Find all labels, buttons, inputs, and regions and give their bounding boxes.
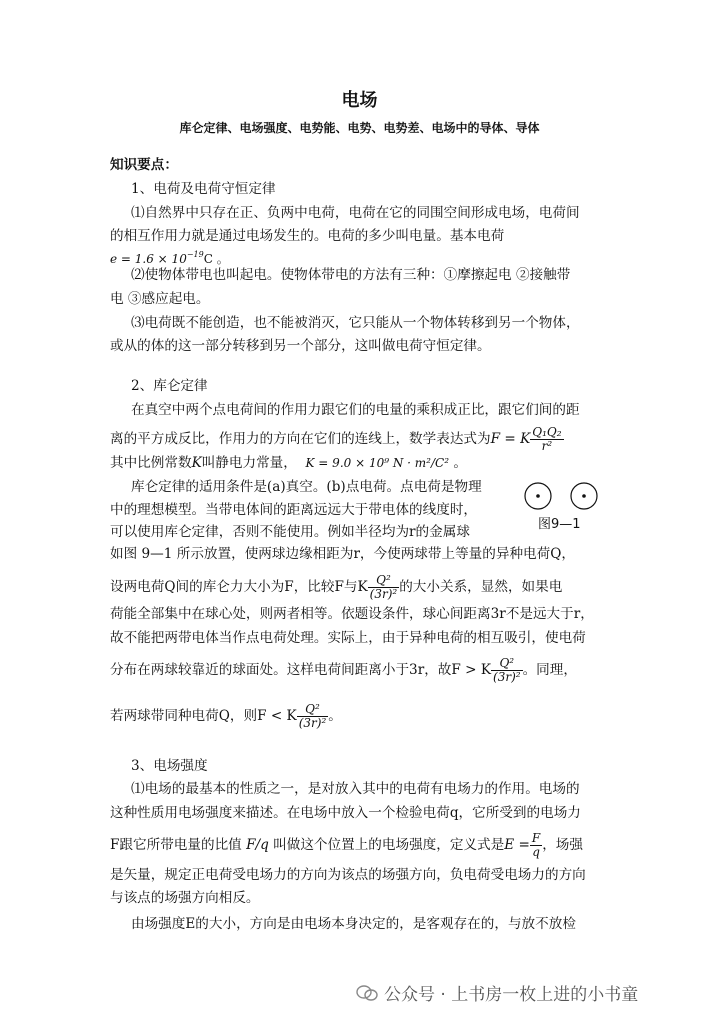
watermark: [356, 980, 638, 1005]
section1-heading: 1、电荷及电荷守恒定律: [131, 181, 276, 197]
section3-heading: 3、电场强度: [131, 758, 208, 774]
section3-line4: 是矢量，规定正电荷受电场力的方向为该点的场强方向，负电荷受电场力的方向: [110, 867, 586, 883]
section1-p3-line1: ⑶电荷既不能创造，也不能被消灭，它只能从一个物体转移到另一个物体，: [131, 315, 580, 331]
coulomb-fraction: $\frac{\text{Q₁Q₂}}{\text{r²}}$: [532, 425, 562, 453]
figure-9-1: [512, 479, 602, 535]
section3-line5: 与该点的场强方向相反。: [110, 890, 260, 906]
section3-line2: 这种性质用电场强度来描述。在电场中放入一个检验电荷q，它所受到的电场力: [110, 805, 581, 821]
section1-p2-line2: 电 ③感应起电。: [110, 291, 210, 307]
section2-line11: 分布在两球较靠近的球面处。这样电荷间距离小于3r，故F > K $\frac{\text{Q²}}{\text{(3r)²}}$ 。同理，: [110, 656, 577, 684]
section2-line10: 故不能把两带电体当作点电荷处理。实际上，由于异种电荷的相互吸引，使电荷: [110, 630, 586, 646]
section3-line6: 由场强度E的大小，方向是由电场本身决定的，是客观存在的，与放不放检: [131, 916, 576, 932]
figure-label: 图9—1: [538, 517, 581, 532]
section1-p2-line1: ⑵使物体带电也叫起电。使物体带电的方法有三种：①摩擦起电 ②接触带: [131, 267, 571, 283]
section2-line12: 若两球带同种电荷Q，则F < K $\frac{\text{Q²}}{\text{(3r)²}}$ 。: [110, 702, 342, 730]
section2-line7: 如图 9—1 所示放置，使两球边缘相距为r，今使两球带上等量的异种电荷Q，: [110, 546, 575, 562]
wechat-icon: [356, 984, 378, 1002]
section2-line1: 在真空中两个点电荷间的作用力跟它们的电量的乘积成正比，跟它们间的距: [131, 402, 580, 418]
elementary-charge-formula: $e = 1.6 \times 10^{-19}C$ 。: [110, 250, 229, 266]
section3-line1: ⑴电场的最基本的性质之一，是对放入其中的电荷有电场力的作用。电场的: [131, 781, 580, 797]
section1-p1-line1: ⑴自然界中只存在正、负两中电荷，电荷在它的同围空间形成电场，电荷间: [131, 205, 580, 221]
section2-line9: 荷能全部集中在球心处，则两者相等。依题设条件，球心间距离3r不是远大于r，: [110, 606, 594, 622]
page-title: 电场: [341, 90, 378, 111]
section2-line2: 离的平方成反比，作用力的方向在它们的连线上，数学表达式为F = K $\frac{\text{Q₁Q₂}}{\text{r²}}$: [110, 425, 562, 453]
knowledge-heading: 知识要点：: [110, 157, 178, 173]
section2-line5: 中的理想模型。当带电体间的距离远远大于带电体的线度时，: [110, 502, 478, 518]
section3-line3: F跟它所带电量的比值 F/q 叫做这个位置上的电场强度，定义式是E = $\frac{F}{q}$ ，场强: [110, 831, 583, 859]
section1-p3-line2: 或从的体的这一部分转移到另一个部分，这叫做电荷守恒定律。: [110, 338, 491, 354]
section2-heading: 2、库仑定律: [131, 378, 208, 394]
section2-line6: 可以使用库仑定律，否则不能使用。例如半径均为r的金属球: [110, 524, 470, 540]
section1-p1-line2: 的相互作用力就是通过电场发生的。电荷的多少叫电量。基本电荷: [110, 228, 505, 244]
section2-line8: 设两电荷Q间的库仑力大小为F，比较F与K $\frac{\text{Q²}}{\text{(3r)²}}$ 的大小关系，显然，如果电: [110, 573, 563, 601]
section2-line3: 其中比例常数K叫静电力常量， K = 9.0 × 10⁹ N · m²/C² 。: [110, 455, 467, 471]
watermark-text: 公众号 · 上书房一枚上进的小书童: [384, 985, 639, 1005]
page-subtitle: 库仑定律、电场强度、电势能、电势、电势差、电场中的导体、导体: [179, 121, 540, 135]
section2-line4: 库仑定律的适用条件是(a)真空。(b)点电荷。点电荷是物理: [131, 479, 482, 495]
